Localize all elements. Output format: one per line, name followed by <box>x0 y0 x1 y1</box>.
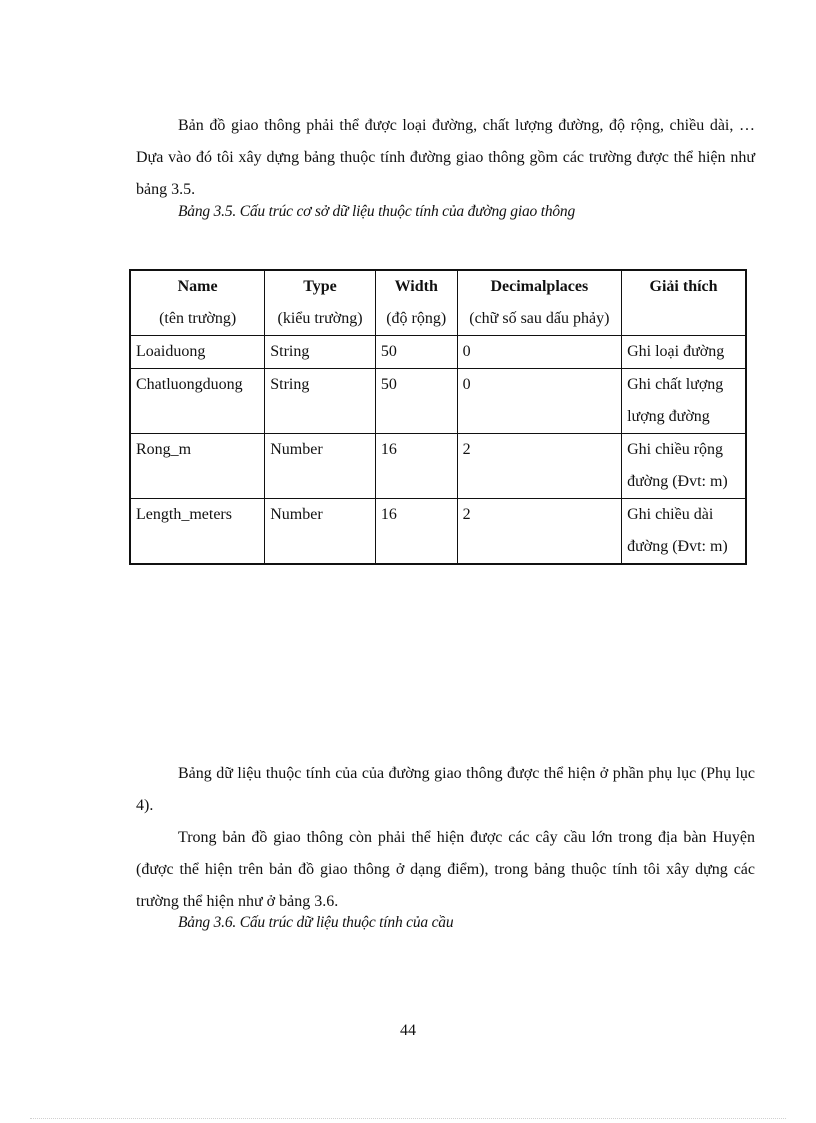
table-caption-2: Bảng 3.6. Cấu trúc dữ liệu thuộc tính của cầu <box>178 914 454 931</box>
cell-width: 16 <box>375 499 457 565</box>
cell-decimalplaces: 0 <box>457 369 622 434</box>
attribute-table <box>129 269 747 565</box>
header-type: Type (kiểu trường) <box>265 270 376 336</box>
table-header-row <box>130 270 746 336</box>
cell-type: String <box>265 336 376 369</box>
cell-width: 16 <box>375 434 457 499</box>
intro-paragraph: Bản đồ giao thông phải thể được loại đường, chất lượng đường, độ rộng, chiều dài, … Dựa vào đó tôi xây dựng bảng thuộc tính đường giao thông gồm các trường được thể hiện như bảng 3.5. <box>136 117 755 198</box>
cell-explanation: Ghi chiều dài đường (Đvt: m) <box>622 499 746 565</box>
table-row <box>130 336 746 369</box>
page-bottom-divider <box>30 1118 786 1119</box>
cell-width: 50 <box>375 369 457 434</box>
page-number: 44 <box>400 1022 416 1039</box>
cell-type: Number <box>265 434 376 499</box>
header-explanation: Giải thích <box>622 270 746 336</box>
cell-name: Loaiduong <box>130 336 265 369</box>
table-row <box>130 369 746 434</box>
cell-type: String <box>265 369 376 434</box>
cell-decimalplaces: 2 <box>457 499 622 565</box>
cell-type: Number <box>265 499 376 565</box>
table-row <box>130 434 746 499</box>
appendix-paragraph: Bảng dữ liệu thuộc tính của của đường giao thông được thể hiện ở phần phụ lục (Phụ lục 4). <box>136 765 755 814</box>
table-caption: Bảng 3.5. Cấu trúc cơ sở dữ liệu thuộc tính của đường giao thông <box>178 203 576 220</box>
bridge-paragraph: Trong bản đồ giao thông còn phải thể hiện được các cây cầu lớn trong địa bàn Huyện (được thể hiện trên bản đồ giao thông ở dạng điểm), trong bảng thuộc tính tôi xây dựng các trường thể hiện như ở bảng 3.6. <box>136 829 755 910</box>
cell-width: 50 <box>375 336 457 369</box>
cell-name: Chatluongduong <box>130 369 265 434</box>
table-row <box>130 499 746 565</box>
cell-decimalplaces: 0 <box>457 336 622 369</box>
header-name: Name (tên trường) <box>130 270 265 336</box>
cell-name: Rong_m <box>130 434 265 499</box>
cell-decimalplaces: 2 <box>457 434 622 499</box>
cell-explanation: Ghi chất lượng lượng đường <box>622 369 746 434</box>
header-width: Width (độ rộng) <box>375 270 457 336</box>
cell-explanation: Ghi loại đường <box>622 336 746 369</box>
cell-name: Length_meters <box>130 499 265 565</box>
header-decimalplaces: Decimalplaces (chữ số sau dấu phảy) <box>457 270 622 336</box>
cell-explanation: Ghi chiều rộng đường (Đvt: m) <box>622 434 746 499</box>
